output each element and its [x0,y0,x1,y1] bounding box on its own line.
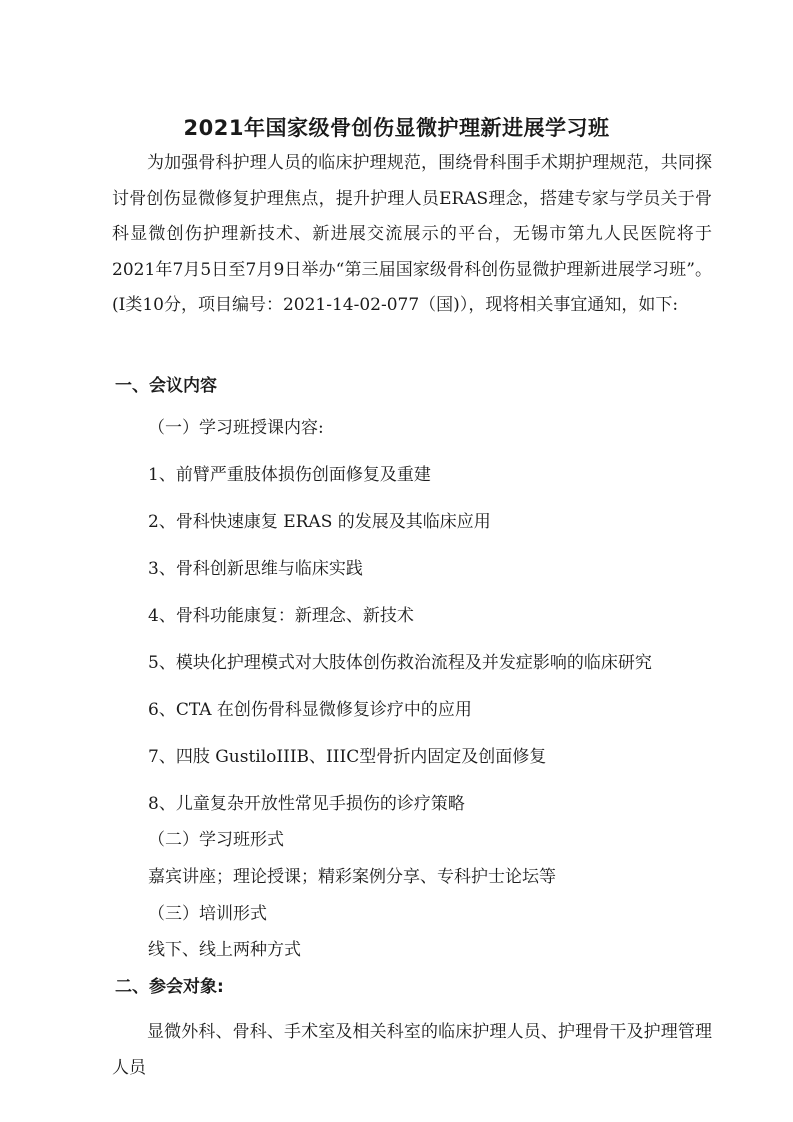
topic-item: 7、四肢 GustiloIIIB、IIIC型骨折内固定及创面修复 [148,747,547,767]
section-heading-meeting-content: 一、会议内容 [115,376,217,396]
topic-item: 1、前臂严重肢体损伤创面修复及重建 [148,465,431,485]
participants-paragraph: 显微外科、骨科、手术室及相关科室的临床护理人员、护理骨干及护理管理人员 [112,1022,712,1078]
subheading-course-content: （一）学习班授课内容: [148,418,324,438]
intro-paragraph: 为加强骨科护理人员的临床护理规范，围绕骨科围手术期护理规范，共同探讨骨创伤显微修复护理焦点，提升护理人员ERAS理念，搭建专家与学员关于骨科显微创伤护理新技术、新进展交流展示的平台，无锡市第九人民医院将于2021年7月5日至7月9日举办“第三届国家级骨科创伤显微护理新进展学习班”。(I类10分，项目编号：2021-14-02-077（国)），现将相关事宜通知，如下: [112,153,712,315]
topic-item: 5、模块化护理模式对大肢体创伤救治流程及并发症影响的临床研究 [148,653,652,673]
topic-item: 6、CTA 在创伤骨科显微修复诊疗中的应用 [148,700,472,720]
subheading-training-format: （三）培训形式 [148,904,267,924]
course-format-text: 嘉宾讲座；理论授课；精彩案例分享、专科护士论坛等 [148,867,556,887]
topic-item: 8、儿童复杂开放性常见手损伤的诊疗策略 [148,794,465,814]
training-format-text: 线下、线上两种方式 [148,940,301,960]
topic-item: 4、骨科功能康复：新理念、新技术 [148,606,414,626]
topic-item: 3、骨科创新思维与临床实践 [148,559,363,579]
topic-item: 2、骨科快速康复 ERAS 的发展及其临床应用 [148,512,491,532]
subheading-course-format: （二）学习班形式 [148,830,284,850]
document-title: 2021年国家级骨创伤显微护理新进展学习班 [183,116,610,141]
section-heading-participants: 二、参会对象: [115,977,224,997]
